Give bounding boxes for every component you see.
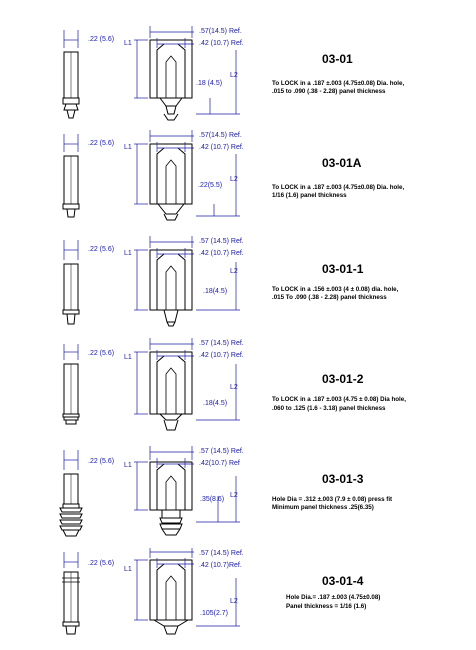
l1-dim-label: L1 [124,462,132,469]
l1-dim-label: L1 [124,144,132,151]
spec-note-line-2: .015 to .090 (.38 - 2.28) panel thickness [272,88,386,95]
part-03-01-3-drawing [0,440,476,548]
spec-note-line-1: Hole Dia = .312 ±.003 (7.9 ± 0.08) press fit [272,496,393,503]
part-number: 03-01-1 [322,262,364,276]
spec-note-line-1: To LOCK in a .187 ±.003 (4.75±0.08) Dia. hole, [272,184,405,191]
pin-diameter-dim: .22 (5.6) [88,246,115,253]
spec-note-line-1: To LOCK in a .187 ±.003 (4.75±0.08) Dia. hole, [272,80,405,87]
l1-dim-label: L1 [124,354,132,361]
l1-dim-label: L1 [124,40,132,47]
spec-note-line-1: To LOCK in a .187 ±.003 (4.75 ± 0.08) Dia hole, [272,396,406,403]
part-number: 03-01-2 [322,372,364,386]
part-row-03-01 [0,18,476,126]
spec-note-line-2: Minimum panel thickness .25(6.35) [272,504,374,511]
inner-width-ref-dim: .42(10.7) Ref [199,460,240,467]
overall-width-ref-dim: .57 (14.5) Ref. [199,340,244,347]
l2-dim-label: L2 [230,492,238,499]
l1-dim-label: L1 [124,566,132,573]
inner-width-ref-dim: .42 (10.7)Ref. [199,562,242,569]
inner-width-ref-dim: .42 (10.7) Ref. [199,250,244,257]
pin-diameter-dim: .22 (5.6) [88,458,115,465]
pin-diameter-dim: .22 (5.6) [88,350,115,357]
spec-note-line-1: Hole Dia.= .187 ±.003 (4.75±0.08) [286,594,381,601]
aux-dim: .18(4.5) [203,288,228,295]
inner-width-ref-dim: .42 (10.7) Ref. [199,40,244,47]
overall-width-ref-dim: .57 (14.5) Ref. [199,448,244,455]
aux-dim: .35(8.6) [200,496,225,503]
overall-width-ref-dim: .57 (14.5) Ref. [199,550,244,557]
pin-diameter-dim: .22 (5.6) [88,560,115,567]
part-row-03-01A [0,124,476,232]
pin-diameter-dim: .22 (5.6) [88,140,115,147]
aux-dim: .18(4.5) [203,400,228,407]
part-number: 03-01-4 [322,574,364,588]
part-number: 03-01 [322,52,353,66]
l2-dim-label: L2 [230,176,238,183]
l2-dim-label: L2 [230,268,238,275]
overall-width-ref-dim: .57(14.5) Ref. [199,132,242,139]
part-row-03-01-3 [0,440,476,548]
overall-width-ref-dim: .57(14.5) Ref. [199,28,242,35]
aux-dim: .22(5.5) [198,182,223,189]
spec-note-line-1: To LOCK in a .156 ±.003 (4 ± 0.08) dia. hole, [272,286,399,293]
overall-width-ref-dim: .57 (14.5) Ref. [199,238,244,245]
part-row-03-01-1 [0,230,476,338]
inner-width-ref-dim: .42 (10.7) Ref. [199,144,244,151]
inner-width-ref-dim: .42 (10.7) Ref. [199,352,244,359]
spec-note-line-2: 1/16 (1.6) panel thickness [272,192,347,199]
part-03-01-1-drawing [0,230,476,338]
l1-dim-label: L1 [124,250,132,257]
spec-note-line-2: Panel thickness = 1/16 (1.6) [286,603,367,610]
part-row-03-01-2 [0,334,476,442]
part-03-01-2-drawing [0,334,476,442]
pin-diameter-dim: .22 (5.6) [88,36,115,43]
spec-note-line-2: .060 to .125 (1.6 - 3.18) panel thickness [272,405,386,412]
part-row-03-01-4 [0,542,476,650]
part-number: 03-01A [322,156,362,170]
part-03-01A-drawing [0,124,476,232]
spec-note-line-2: .015 To .090 (.38 - 2.28) panel thickness [272,294,387,301]
l2-dim-label: L2 [230,72,238,79]
aux-dim: .105(2.7) [200,610,229,617]
aux-dim: .18 (4.5) [196,80,223,87]
l2-dim-label: L2 [230,598,238,605]
part-number: 03-01-3 [322,472,364,486]
l2-dim-label: L2 [230,384,238,391]
